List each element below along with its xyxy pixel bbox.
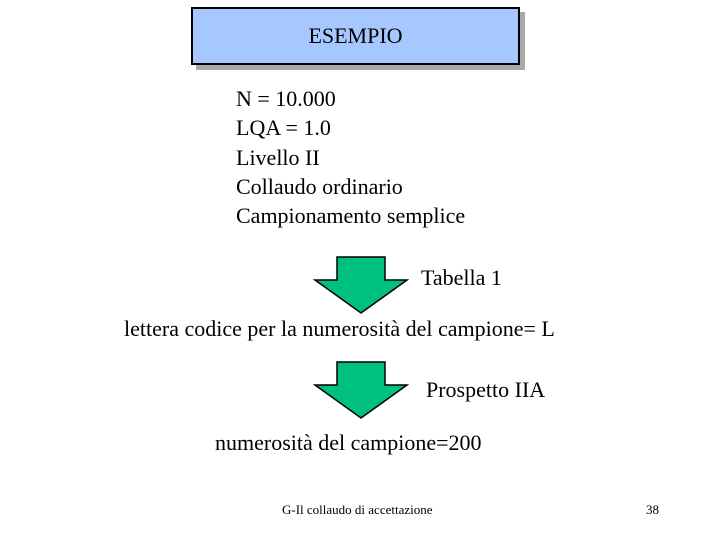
footer-title: G-Il collaudo di accettazione [282, 502, 433, 517]
slide-title: ESEMPIO [308, 23, 403, 48]
result-lettera-codice: lettera codice per la numerosità del campione= L [124, 316, 555, 341]
step-tabella: Tabella 1 [421, 265, 502, 290]
param-campionamento: Campionamento semplice [236, 203, 466, 229]
down-arrow-icon [313, 256, 409, 314]
result-numerosita: numerosità del campione=200 [215, 430, 482, 455]
step-prospetto: Prospetto IIA [426, 377, 546, 402]
title-box [191, 7, 520, 65]
param-collaudo: Collaudo ordinario [236, 173, 403, 199]
param-n: N = 10.000 [236, 86, 336, 111]
param-livello: Livello II [236, 144, 320, 170]
param-lqa: LQA = 1.0 [236, 115, 331, 141]
page-number: 38 [646, 502, 659, 517]
parameters-list [236, 84, 465, 230]
down-arrow-icon [313, 361, 409, 419]
